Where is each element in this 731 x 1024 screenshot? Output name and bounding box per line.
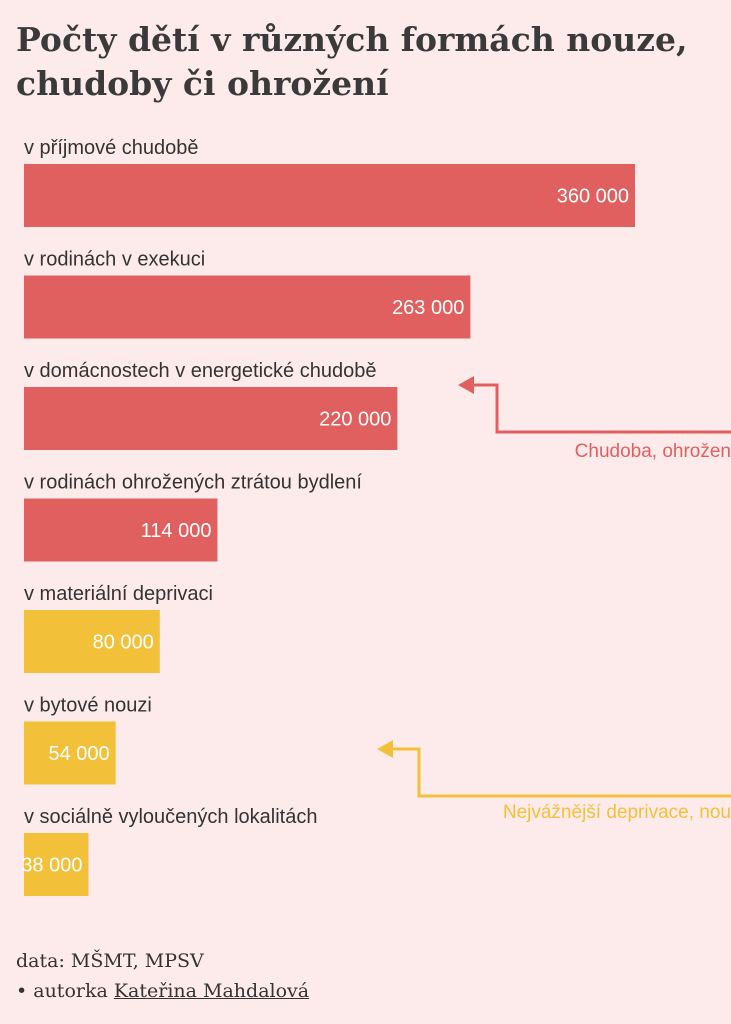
chart-title: Počty dětí v různých formách nouze, chudoby či ohrožení [16, 20, 688, 103]
data-source: data: MŠMT, MPSV [16, 950, 204, 972]
annotation-arrow-line [472, 385, 731, 432]
category-label: v rodinách ohrožených ztrátou bydlení [24, 471, 362, 494]
value-label: 360 000 [556, 185, 629, 208]
author-prefix: • autorka [16, 980, 114, 1002]
chart-footer [16, 946, 309, 1006]
annotation-label: Chudoba, ohrožen [574, 441, 731, 462]
annotation-label: Nejvážnější deprivace, nou [502, 802, 731, 823]
annotation-arrow-line [391, 749, 731, 796]
category-label: v příjmové chudobě [24, 137, 199, 159]
value-label: 80 000 [92, 631, 154, 654]
author-link[interactable]: Kateřina Mahdalová [113, 980, 310, 1002]
category-label: v rodinách v exekuci [24, 248, 206, 271]
category-label: v materiální deprivaci [24, 583, 213, 605]
value-label: 263 000 [392, 297, 465, 319]
category-label: v sociálně vyloučených lokalitách [24, 806, 318, 828]
bar [24, 164, 635, 227]
category-label: v bytové nouzi [24, 694, 152, 717]
value-label: 54 000 [48, 743, 110, 765]
value-label: 38 000 [21, 854, 83, 877]
value-label: 220 000 [319, 408, 392, 431]
annotation-arrowhead [377, 740, 393, 758]
category-label: v domácnostech v energetické chudobě [24, 360, 377, 382]
annotation-arrowhead [458, 376, 474, 394]
value-label: 114 000 [140, 520, 212, 542]
author-line [16, 976, 309, 1006]
